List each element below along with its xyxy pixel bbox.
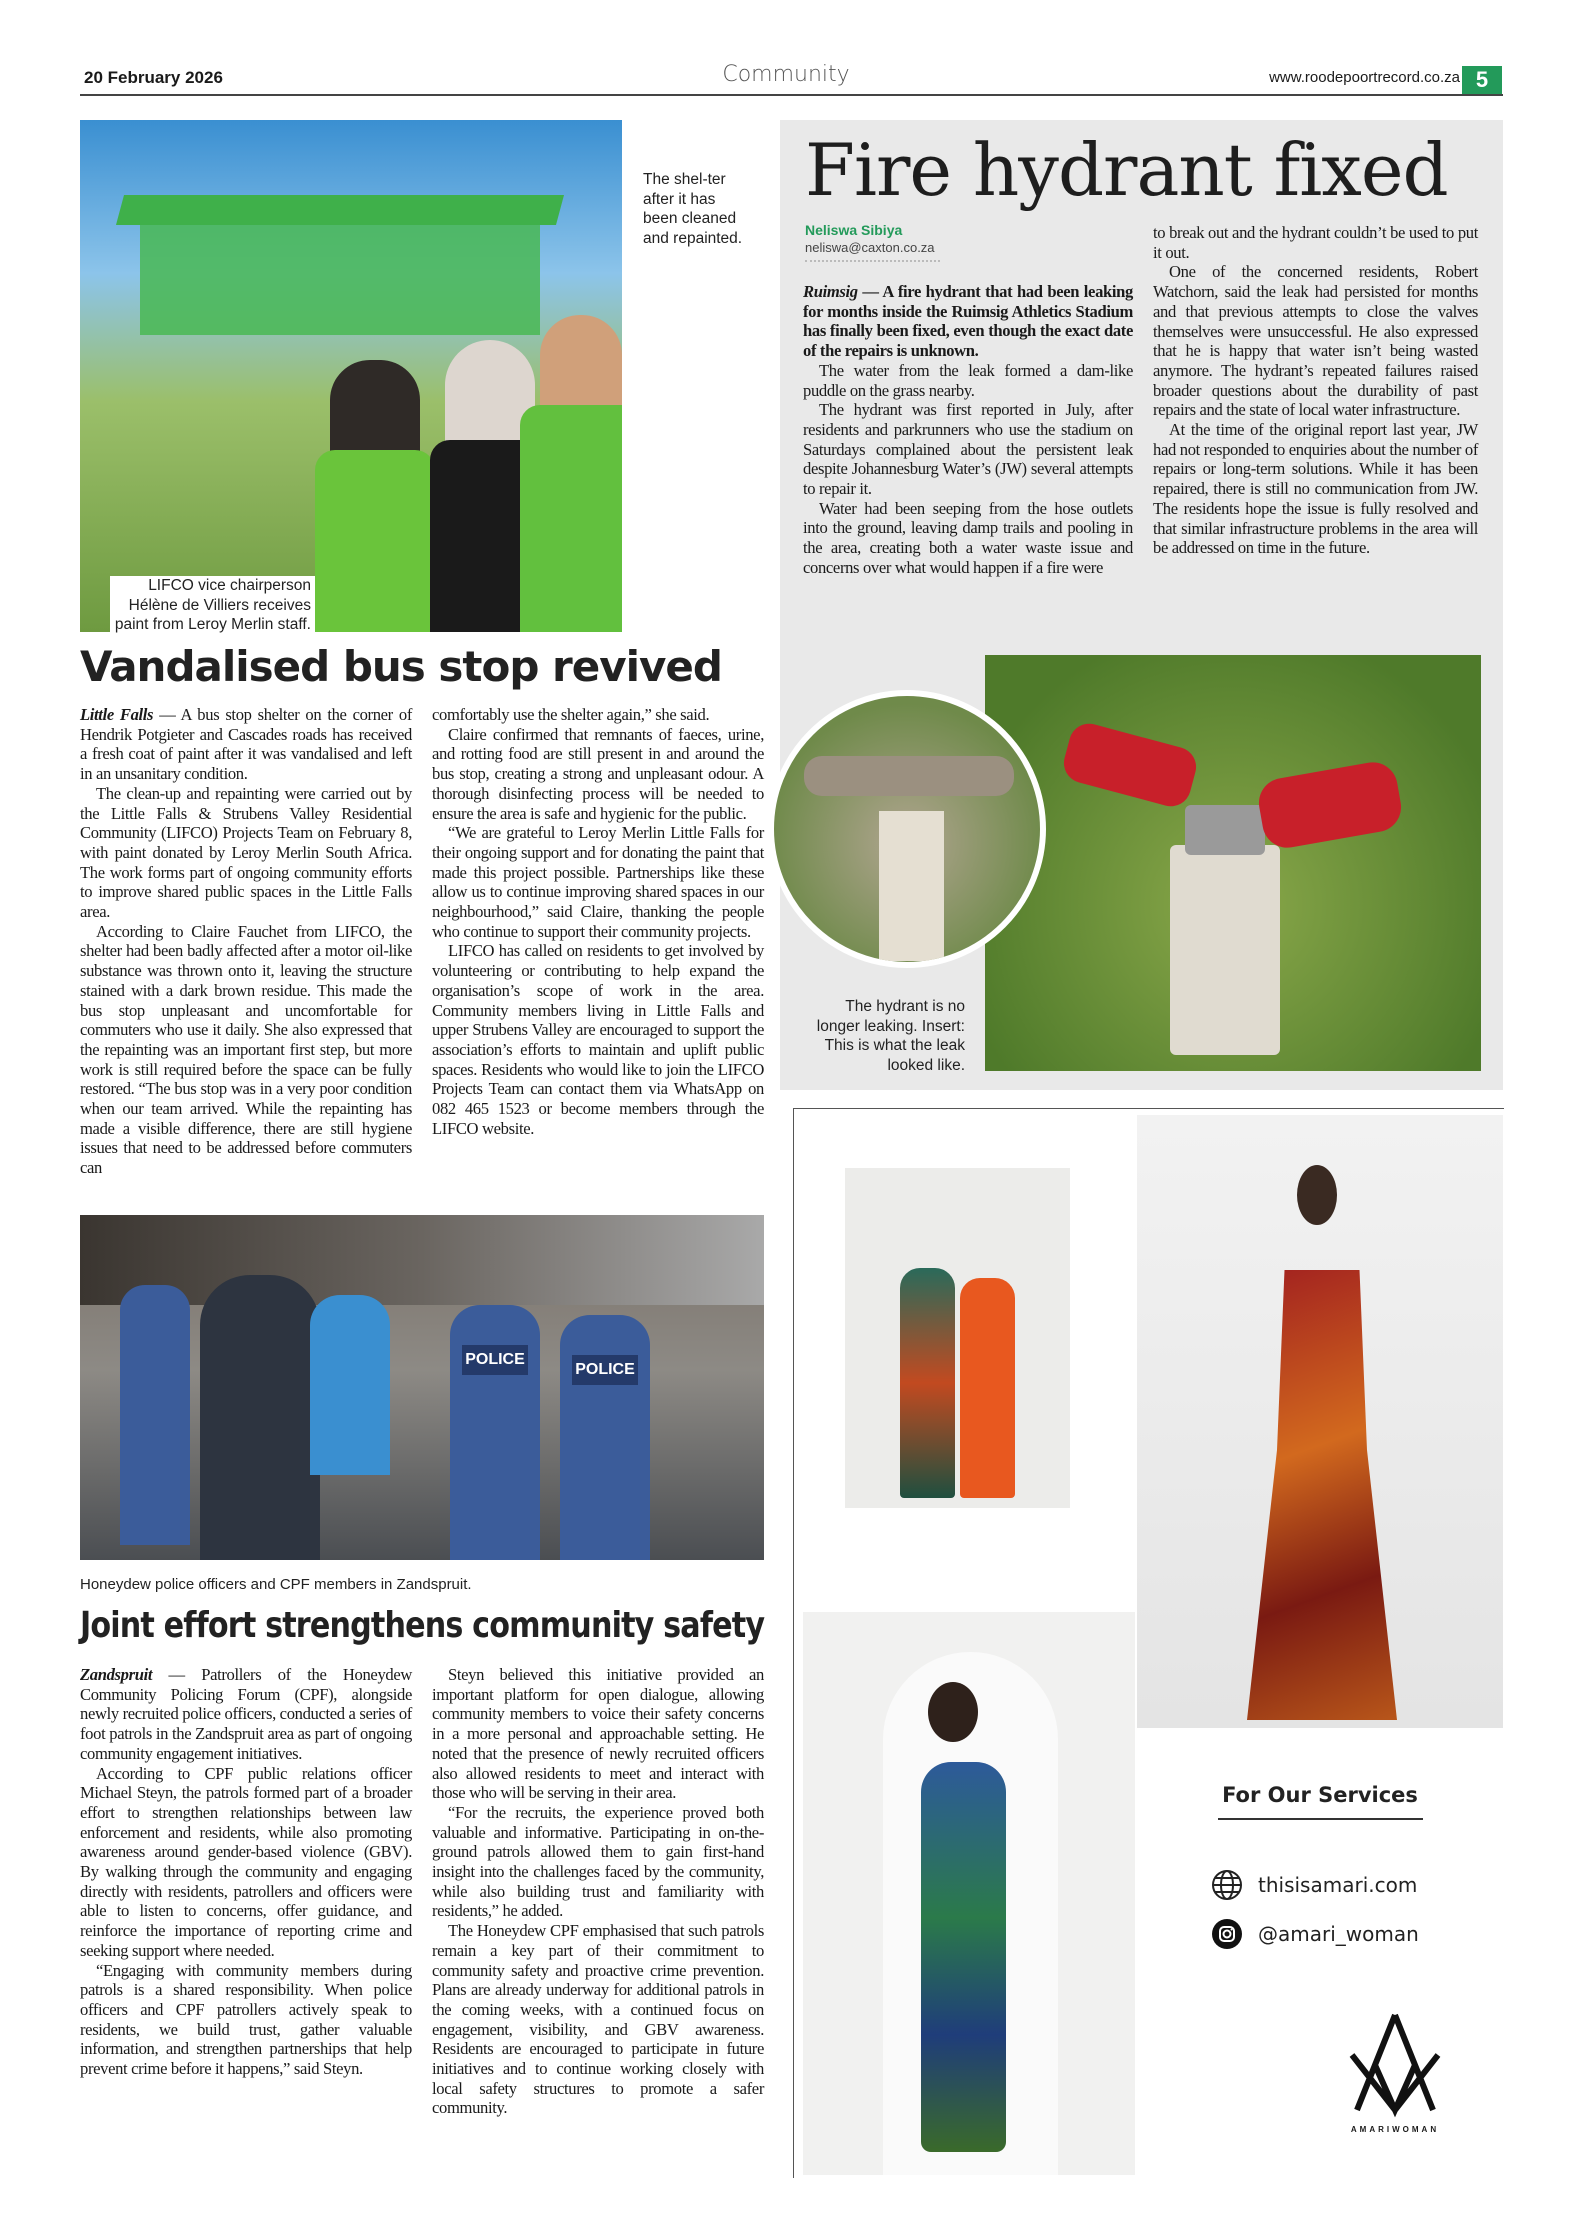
bus-stop-photo [80, 120, 622, 632]
ad-photo-model-seated [1137, 1115, 1503, 1728]
dateline: Ruimsig [803, 282, 858, 301]
police-vest-label: POLICE [462, 1345, 528, 1375]
bus-photo-caption-bottom: LIFCO vice chairperson Hélène de Villiers receives paint from Leroy Merlin staff. [110, 576, 315, 635]
paragraph: comfortably use the shelter again,” she said. [432, 705, 710, 724]
section-name: Community [722, 62, 850, 87]
paragraph: At the time of the original report last year, JW had not responded to enquiries about the number of repairs or long-term solutions. While it has been repaired, there is still no communication from JW. The residents hope the issue is fully resolved and that similar infrastructure problems in the area will be addressed on time in the future. [1153, 420, 1478, 558]
police-article-col2 [432, 1665, 764, 2118]
instagram-icon [1210, 1917, 1244, 1951]
police-photo-caption: Honeydew police officers and CPF members in Zandspruit. [80, 1576, 472, 1593]
fire-article-title: Fire hydrant fixed [805, 128, 1448, 212]
paragraph: “For the recruits, the experience proved both valuable and informative. Participating in on-the-ground patrols allowed them to gain first-hand insight into the challenges faced by the community, while also building trust and familiarity with residents,” he added. [432, 1802, 764, 1921]
header-rule [80, 94, 1503, 96]
police-article-title: Joint effort strengthens community safety [80, 1605, 765, 1646]
amari-woman-logo [1345, 2010, 1445, 2134]
police-article-col1 [80, 1665, 412, 2079]
fire-article-col1 [803, 282, 1133, 578]
police-photo [80, 1215, 764, 1560]
paragraph: The water from the leak formed a dam-like puddle on the grass nearby. [803, 360, 1133, 400]
leak-insert-photo [768, 690, 1046, 968]
paragraph: One of the concerned residents, Robert Watchorn, said the leak had persisted for months and that previous attempts to close the valves themselves were unsuccessful. He also expressed that he is happy that water isn’t being wasted anymore. The hydrant’s repeated failures raised broader questions about the durability of past repairs and the state of local water infrastructure. [1153, 262, 1478, 420]
paragraph: According to CPF public relations officer Michael Steyn, the patrols formed part of a broader effort to strengthen relationships between law enforcement and residents, while also promoting awareness around gender-based violence (GBV). By walking through the community and engaging directly with residents, patrollers and officers were able to listen to concerns, offer guidance, and reinforce the importance of reporting crime and seeking support where needed. [80, 1763, 412, 1960]
hydrant-photo-caption: The hydrant is no longer leaking. Insert: This is what the leak looked like. [816, 998, 965, 1074]
issue-date: 20 February 2026 [84, 68, 223, 87]
hydrant-photo [985, 655, 1481, 1071]
paragraph: — Patrollers of the Honeydew Community Policing Forum (CPF), alongside newly recruited police officers, conducted a series of foot patrols in the Zandspruit area as part of ongoing community engagement initiatives. [80, 1665, 412, 1763]
paragraph: LIFCO has called on residents to get involved by volunteering or contributing to help expand the organisation’s scope of work in the area. Community members living in Little Falls and upper Strubens Valley are encouraged to support the association’s efforts to maintain and uplift public spaces. Residents who would like to join the LIFCO Projects Team can contact them via WhatsApp on 082 465 1523 or become members through the LIFCO website. [432, 941, 764, 1138]
website-link[interactable] [1210, 1868, 1417, 1902]
bus-article-col2 [432, 705, 764, 1138]
dateline: Zandspruit [80, 1665, 153, 1684]
logo-text: AMARIWOMAN [1350, 2125, 1440, 2134]
paragraph: The Honeydew CPF emphasised that such patrols remain a key part of their commitment to community safety and proactive crime prevention. Plans are already underway for additional patrols in the coming weeks, with a continued focus on engagement, visibility, and GBV awareness. Residents are encouraged to participate in future initiatives and to continue working closely with local safety structures to promote a safer community. [432, 1921, 764, 2118]
amari-logo-icon [1347, 2010, 1443, 2120]
website-url[interactable]: www.roodepoortrecord.co.za [1269, 69, 1460, 86]
dateline: Little Falls [80, 705, 154, 724]
paragraph: “We are grateful to Leroy Merlin Little Falls for their ongoing support and for donating the paint that made this project possible. Partnerships like these allow us to continue improving shared spaces in our neighbourhood,” said Claire, thanking the people who continue to support their community projects. [432, 823, 764, 941]
page-number: 5 [1462, 66, 1502, 94]
paragraph: The clean-up and repainting were carried out by the Little Falls & Strubens Valley Residential Community (LIFCO) Projects Team on February 8, with paint donated by Leroy Merlin South Africa. The work forms part of ongoing community efforts to improve shared public spaces in the Little Falls area. [80, 783, 412, 922]
ad-photo-model-standing [803, 1612, 1135, 2175]
website-text: thisisamari.com [1258, 1873, 1418, 1897]
services-rule [1218, 1818, 1423, 1820]
paragraph: — A bus stop shelter on the corner of Hendrik Potgieter and Cascades roads has received a fresh coat of paint after it was vandalised and left in an unsanitary condition. [80, 705, 412, 784]
paragraph: Steyn believed this initiative provided an important platform for open dialogue, allowing community members to voice their safety concerns in a more personal and approachable setting. He noted that the presence of newly recruited officers also allowed residents to meet and interact with those who will be serving in their area. [432, 1665, 764, 1803]
bus-photo-caption-top: The shel-ter after it has been cleaned and repainted. [643, 171, 743, 247]
paragraph: According to Claire Fauchet from LIFCO, the shelter had been badly affected after a motor oil-like substance was thrown onto it, leaving the structure stained with a dark brown residue. This made the bus stop unpleasant and uncomfortable for commuters who use it daily. She also expressed that the repainting was an important first step, but more work is still required before the space can be fully restored. “The bus stop was in a very poor condition when our team arrived. While the repainting has made a visible difference, there are still hygiene issues that need to be addressed before commuters can [80, 921, 412, 1178]
police-vest-label: POLICE [572, 1355, 638, 1385]
author-email[interactable]: neliswa@caxton.co.za [805, 240, 935, 255]
bus-article-title: Vandalised bus stop revived [80, 642, 722, 691]
bus-article-col1 [80, 705, 412, 1178]
author-name: Neliswa Sibiya [805, 222, 903, 238]
paragraph: Water had been seeping from the hose outlets into the ground, leaving damp trails and pooling in the area, creating both a water waste issue and concerns over what would happen if a fire were [803, 498, 1133, 577]
byline-rule [805, 260, 940, 262]
paragraph: to break out and the hydrant couldn’t be used to put it out. [1153, 223, 1478, 262]
fire-article-col2 [1153, 223, 1478, 558]
paragraph: “Engaging with community members during patrols is a shared responsibility. When police officers and CPF patrollers actively speak to residents, we build trust, gather valuable information, and strengthen partnerships that help prevent crime before it happens,” said Steyn. [80, 1960, 412, 2079]
ad-photo-two-models [845, 1168, 1070, 1508]
services-heading: For Our Services [1222, 1783, 1418, 1807]
instagram-link[interactable] [1210, 1917, 1419, 1951]
lead: — A fire hydrant that had been leaking for months inside the Ruimsig Athletics Stadium has finally been fixed, even though the exact date of the repairs is unknown. [803, 282, 1133, 361]
globe-icon [1210, 1868, 1244, 1902]
paragraph: Claire confirmed that remnants of faeces, urine, and rotting food are still present in and around the bus stop, creating a strong and unpleasant odour. A thorough disinfecting process will be needed to ensure the area is safe and hygienic for the public. [432, 724, 764, 823]
instagram-text: @amari_woman [1258, 1922, 1419, 1946]
paragraph: The hydrant was first reported in July, after residents and parkrunners who use the stadium on Saturdays complained about the persistent leak despite Johannesburg Water’s (JW) several attempts to repair it. [803, 400, 1133, 499]
